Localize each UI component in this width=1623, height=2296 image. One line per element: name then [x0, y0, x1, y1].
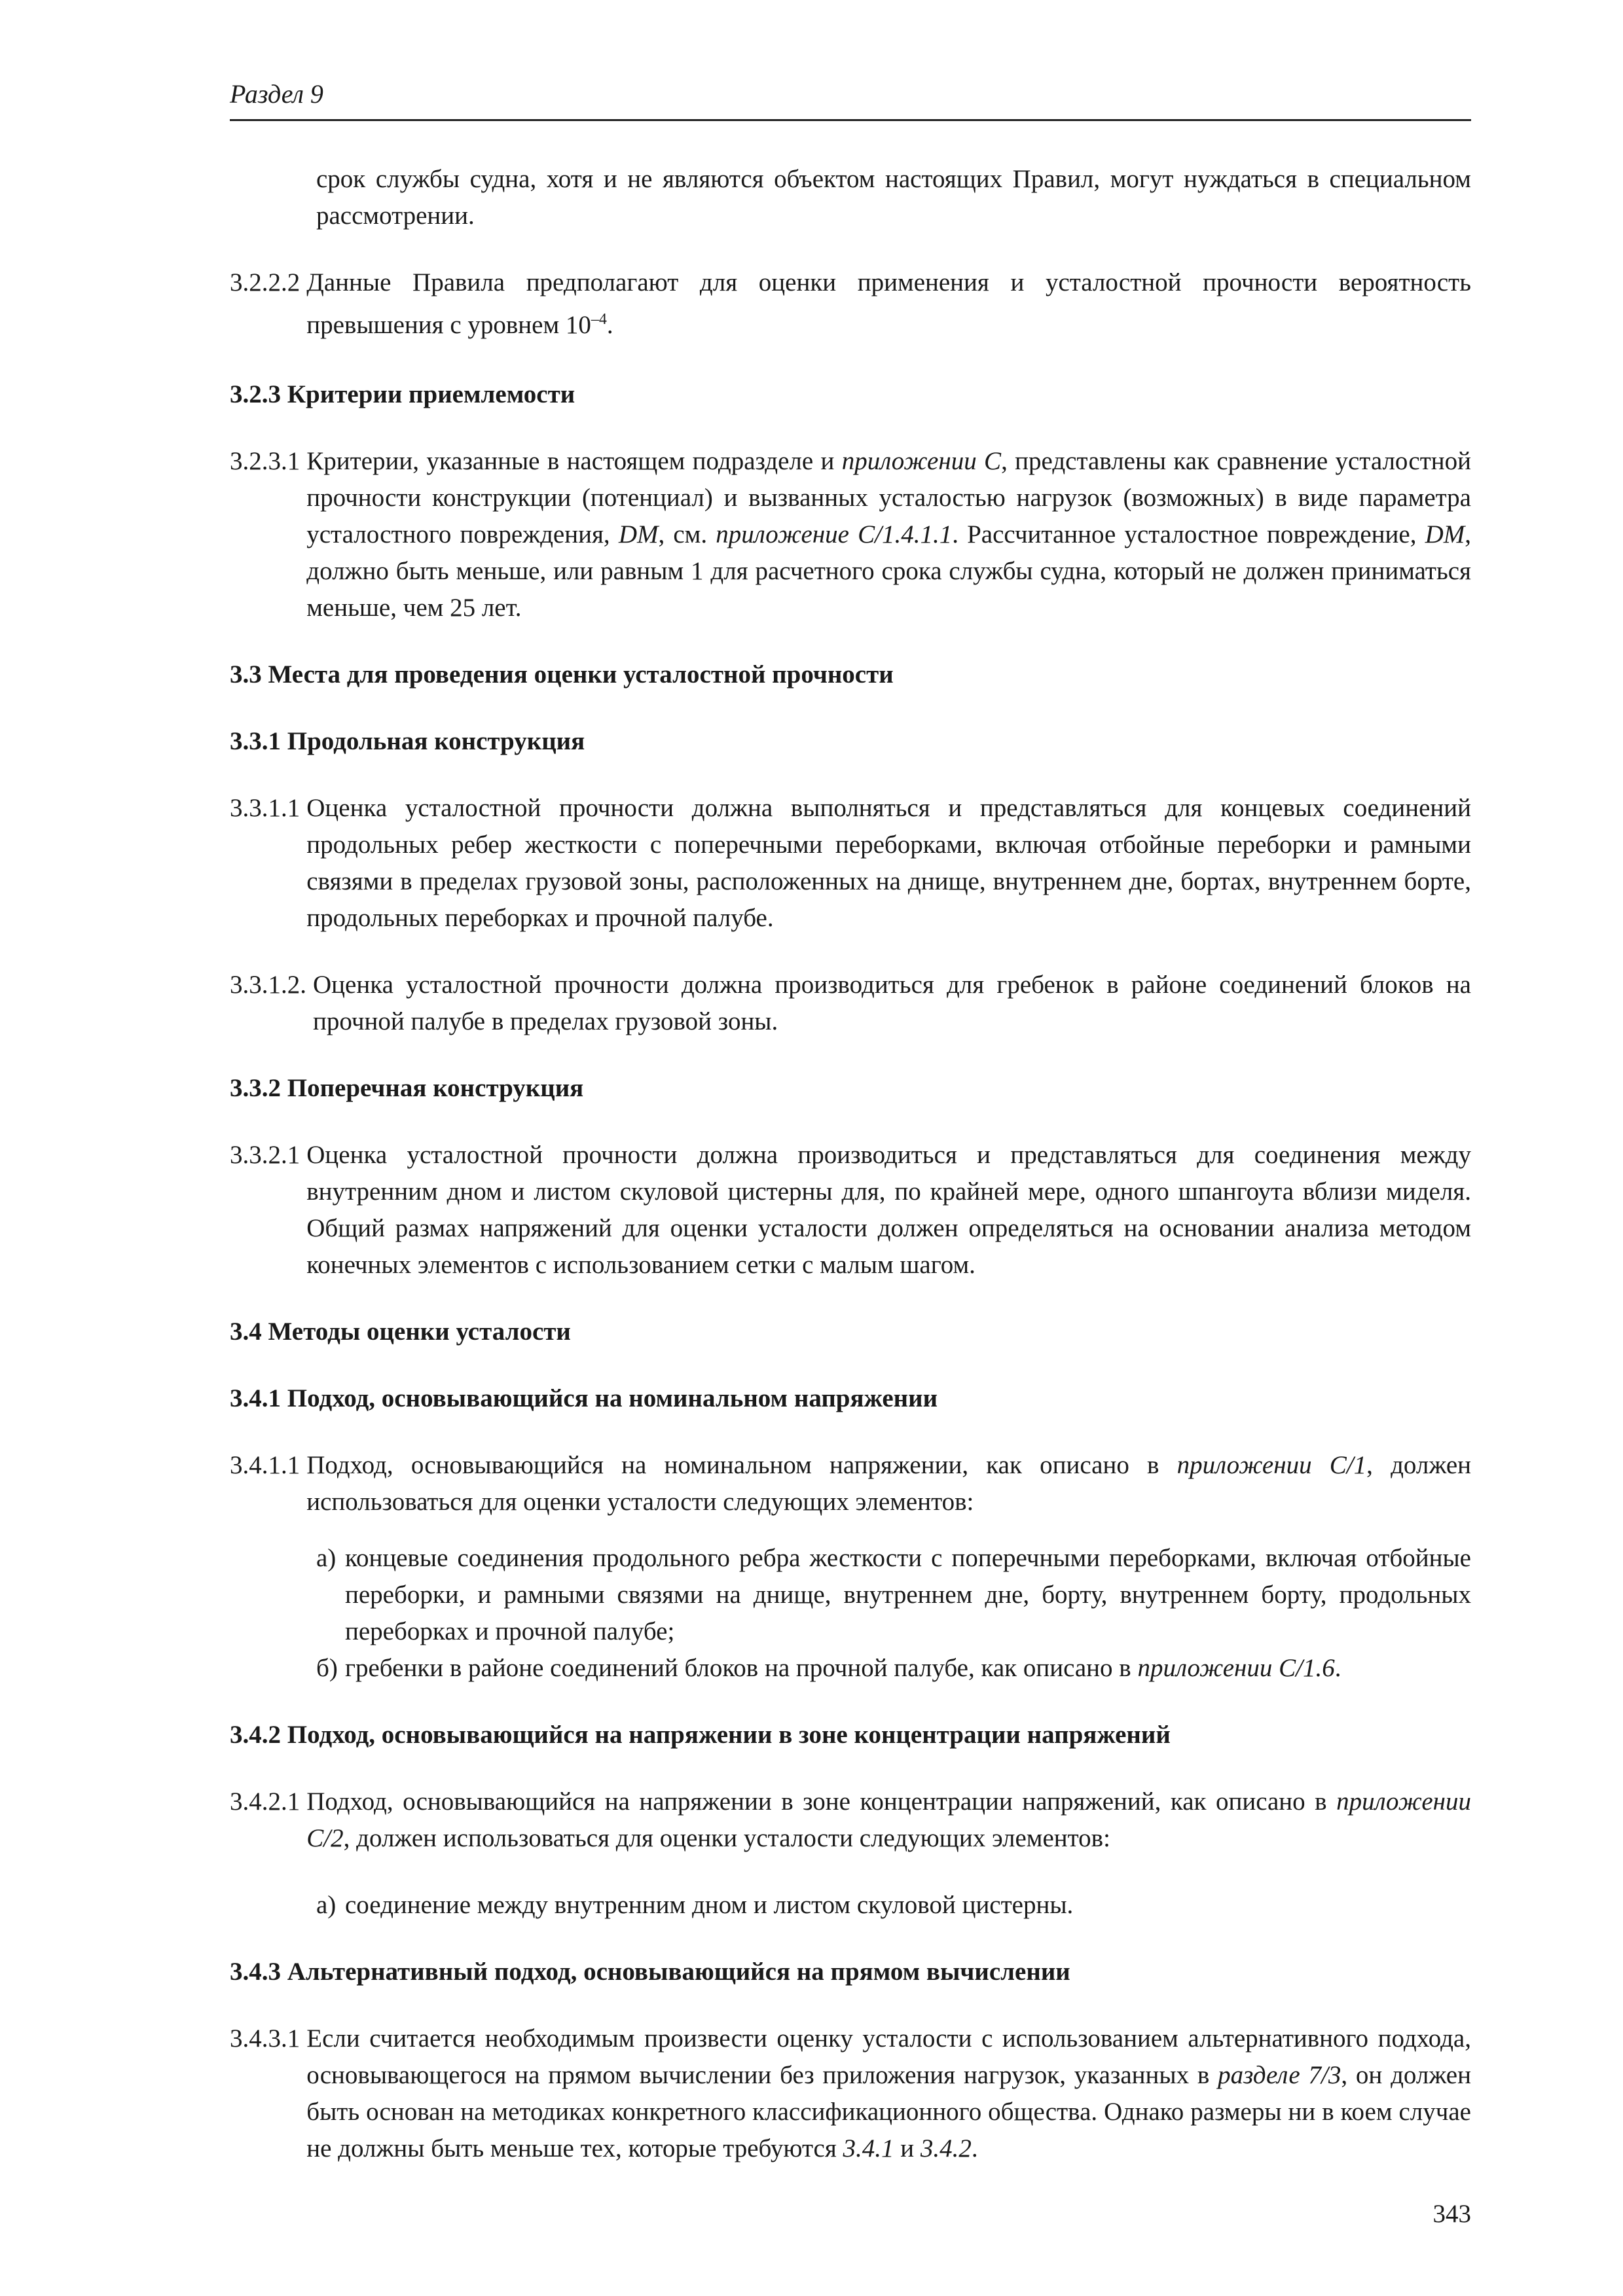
paragraph-text: Оценка усталостной прочности должна выполняться и представляться для концевых соединений продольных ребер жесткости с поперечными переборками, включая отбойные переборки и рамными связями в пределах грузовой зоны, расположенных на днище, внутреннем дне, бортах, внутреннем борте, продольных переборках и прочной палубе.	[306, 794, 1471, 932]
page-content	[230, 161, 1471, 2167]
paragraph-3-3-2-1	[230, 1137, 1471, 1283]
paragraph-3-4-2-1	[230, 1784, 1471, 1857]
reference: разделе 7/3	[1218, 2061, 1341, 2089]
text-run: . Рассчитанное усталостное повреждение,	[952, 520, 1425, 548]
reference: приложении C/1.6	[1137, 1654, 1335, 1682]
heading-3-4: 3.4 Методы оценки усталости	[230, 1318, 571, 1346]
heading-3-4-3: 3.4.3 Альтернативный подход, основывающийся на прямом вычислении	[230, 1958, 1070, 1986]
paragraph-number: 3.3.1.2.	[230, 971, 306, 999]
text-run: .	[1334, 1654, 1341, 1682]
paragraph-number: 3.4.3.1	[230, 2024, 301, 2053]
heading-3-3-2: 3.3.2 Поперечная конструкция	[230, 1074, 584, 1102]
page-number: 343	[1432, 2200, 1471, 2228]
text-run: , должно быть меньше, или равным 1 для расчетного срока службы судна, который не должен приниматься меньше, чем 25 лет.	[306, 520, 1472, 622]
paragraph-text: Оценка усталостной прочности должна производиться и представляться для соединения между внутренним дном и листом скуловой цистерны для, по крайней мере, одного шпангоута вблизи миделя. Общий размах напряжений для оценки усталости должен определяться на основании анализа методом конечных элементов с использованием сетки с малым шагом.	[306, 1141, 1471, 1279]
paragraph-number: 3.3.1.1	[230, 794, 301, 822]
symbol: DM	[1425, 520, 1465, 548]
page-header	[230, 77, 1471, 121]
heading-3-4-1: 3.4.1 Подход, основывающийся на номинальном напряжении	[230, 1384, 938, 1412]
list-marker: а)	[316, 1544, 337, 1572]
list-item-text: соединение между внутренним дном и листом скуловой цистерны.	[345, 1891, 1074, 1919]
paragraph-number: 3.4.1.1	[230, 1451, 301, 1479]
reference: приложение C/1.4.1.1	[716, 520, 953, 548]
reference: приложении C/2	[306, 1787, 1471, 1852]
text-run: и	[894, 2134, 921, 2162]
paragraph-3-4-1-1	[230, 1447, 1471, 1520]
reference: приложении C/1	[1176, 1451, 1367, 1479]
heading-3-2-3: 3.2.3 Критерии приемлемости	[230, 380, 575, 408]
text-run: , см.	[658, 520, 716, 548]
reference: приложении C	[841, 447, 1002, 475]
list-3-4-2-1	[230, 1887, 1471, 1924]
paragraph-text-end: .	[606, 311, 613, 339]
reference: 3.4.1	[843, 2134, 894, 2162]
heading-3-3: 3.3 Места для проведения оценки усталостной прочности	[230, 660, 894, 689]
text-run: Подход, основывающийся на напряжении в зоне концентрации напряжений, как описано в	[306, 1787, 1337, 1816]
list-item	[316, 1887, 1471, 1924]
paragraph-number: 3.4.2.1	[230, 1787, 301, 1816]
paragraph-number: 3.3.2.1	[230, 1141, 301, 1169]
text-run: , представлены как сравнение усталостной прочности конструкции (потенциал) и вызванных усталостью нагрузок (возможных) в виде параметра усталостного повреждения,	[306, 447, 1471, 548]
paragraph-3-3-1-2	[230, 967, 1471, 1040]
paragraph-3-2-3-1	[230, 443, 1471, 626]
text-run: гребенки в районе соединений блоков на прочной палубе, как описано в	[345, 1654, 1138, 1682]
list-3-4-1-1	[230, 1540, 1471, 1687]
text-run: Подход, основывающийся на номинальном напряжении, как описано в	[306, 1451, 1177, 1479]
list-item-text: концевые соединения продольного ребра жесткости с поперечными переборками, включая отбойные переборки, и рамными связями на днище, внутреннем дне, борту, внутреннем борту, продольных переборках и прочной палубе;	[345, 1544, 1471, 1645]
reference: 3.4.2	[920, 2134, 972, 2162]
continued-paragraph: срок службы судна, хотя и не являются объектом настоящих Правил, могут нуждаться в специальном рассмотрении.	[316, 165, 1471, 230]
heading-3-4-2: 3.4.2 Подход, основывающийся на напряжении в зоне концентрации напряжений	[230, 1721, 1171, 1749]
superscript: –4	[591, 311, 607, 328]
text-run: , он должен быть основан на методиках конкретного классификационного общества. Однако размеры ни в коем случае не должны быть меньше тех, которые требуются	[306, 2061, 1471, 2162]
paragraph-text: Данные Правила предполагают для оценки применения и усталостной прочности вероятность превышения с уровнем 10	[306, 268, 1471, 339]
list-item	[316, 1650, 1471, 1687]
text-run: Критерии, указанные в настоящем подразделе и	[306, 447, 842, 475]
heading-3-3-1: 3.3.1 Продольная конструкция	[230, 727, 585, 755]
text-run: Если считается необходимым произвести оценку усталости с использованием альтернативного подхода, основывающегося на прямом вычислении без приложения нагрузок, указанных в	[306, 2024, 1471, 2089]
paragraph-3-2-2-2	[230, 264, 1471, 344]
paragraph-number: 3.2.3.1	[230, 447, 301, 475]
text-run: , должен использоваться для оценки усталости следующих элементов:	[343, 1824, 1110, 1852]
list-marker: а)	[316, 1891, 337, 1919]
text-run: , должен использоваться для оценки усталости следующих элементов:	[306, 1451, 1471, 1516]
text-run: .	[971, 2134, 978, 2162]
symbol: DM	[618, 520, 659, 548]
paragraph-3-4-3-1	[230, 2020, 1471, 2167]
paragraph-text: Оценка усталостной прочности должна производиться для гребенок в районе соединений блоков на прочной палубе в пределах грузовой зоны.	[313, 971, 1471, 1035]
paragraph-number: 3.2.2.2	[230, 268, 301, 296]
list-item	[316, 1540, 1471, 1650]
paragraph-3-3-1-1	[230, 790, 1471, 937]
section-title: Раздел 9	[230, 79, 323, 109]
list-marker: б)	[316, 1654, 338, 1682]
